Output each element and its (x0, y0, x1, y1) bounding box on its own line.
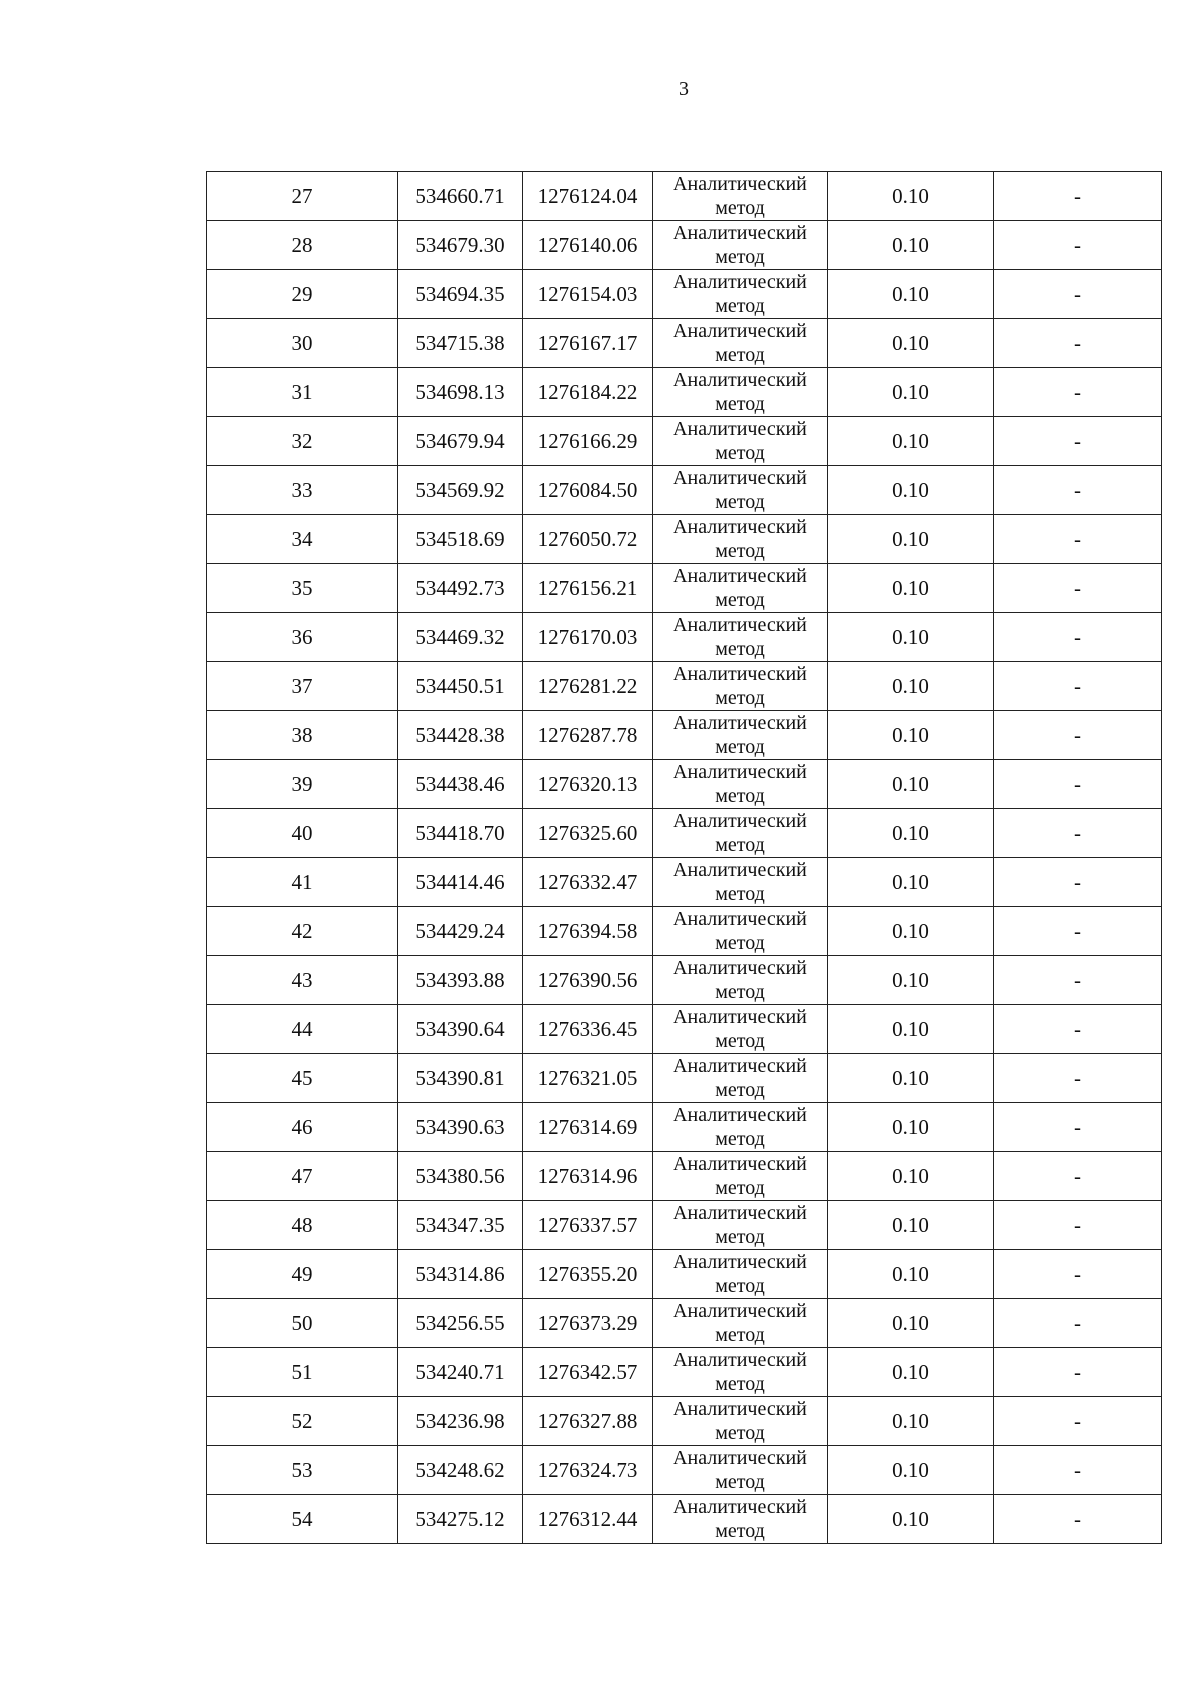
method-line-2: метод (715, 1177, 765, 1199)
note-cell: - (994, 1005, 1162, 1054)
method-line-1: Аналитический (673, 467, 807, 489)
accuracy-cell: 0.10 (828, 760, 994, 809)
y-coordinate-cell: 1276394.58 (523, 907, 653, 956)
method-line-1: Аналитический (673, 810, 807, 832)
method-line-1: Аналитический (673, 320, 807, 342)
note-cell: - (994, 319, 1162, 368)
accuracy-cell: 0.10 (828, 809, 994, 858)
method-line-2: метод (715, 834, 765, 856)
point-number-cell: 46 (207, 1103, 398, 1152)
x-coordinate-cell: 534679.94 (398, 417, 523, 466)
method-line-2: метод (715, 1373, 765, 1395)
accuracy-cell: 0.10 (828, 1152, 994, 1201)
point-number-cell: 38 (207, 711, 398, 760)
x-coordinate-cell: 534418.70 (398, 809, 523, 858)
method-line-1: Аналитический (673, 418, 807, 440)
method-cell (653, 956, 828, 1005)
coordinates-table-body (207, 172, 1162, 1544)
method-line-2: метод (715, 932, 765, 954)
method-cell (653, 417, 828, 466)
x-coordinate-cell: 534715.38 (398, 319, 523, 368)
y-coordinate-cell: 1276170.03 (523, 613, 653, 662)
y-coordinate-cell: 1276140.06 (523, 221, 653, 270)
note-cell: - (994, 417, 1162, 466)
accuracy-cell: 0.10 (828, 564, 994, 613)
x-coordinate-cell: 534390.63 (398, 1103, 523, 1152)
y-coordinate-cell: 1276342.57 (523, 1348, 653, 1397)
method-line-2: метод (715, 1422, 765, 1444)
x-coordinate-cell: 534492.73 (398, 564, 523, 613)
x-coordinate-cell: 534569.92 (398, 466, 523, 515)
y-coordinate-cell: 1276050.72 (523, 515, 653, 564)
note-cell: - (994, 1201, 1162, 1250)
table-row (207, 466, 1162, 515)
y-coordinate-cell: 1276327.88 (523, 1397, 653, 1446)
note-cell: - (994, 466, 1162, 515)
note-cell: - (994, 613, 1162, 662)
y-coordinate-cell: 1276184.22 (523, 368, 653, 417)
method-cell (653, 613, 828, 662)
x-coordinate-cell: 534390.81 (398, 1054, 523, 1103)
point-number-cell: 30 (207, 319, 398, 368)
method-line-1: Аналитический (673, 1202, 807, 1224)
accuracy-cell: 0.10 (828, 319, 994, 368)
method-line-2: метод (715, 1520, 765, 1542)
method-line-2: метод (715, 687, 765, 709)
table-row (207, 319, 1162, 368)
point-number-cell: 40 (207, 809, 398, 858)
y-coordinate-cell: 1276320.13 (523, 760, 653, 809)
method-line-2: метод (715, 491, 765, 513)
method-line-1: Аналитический (673, 1006, 807, 1028)
method-line-1: Аналитический (673, 271, 807, 293)
method-line-1: Аналитический (673, 1153, 807, 1175)
point-number-cell: 42 (207, 907, 398, 956)
point-number-cell: 28 (207, 221, 398, 270)
method-line-1: Аналитический (673, 565, 807, 587)
accuracy-cell: 0.10 (828, 662, 994, 711)
method-line-2: метод (715, 1471, 765, 1493)
method-line-2: метод (715, 197, 765, 219)
x-coordinate-cell: 534347.35 (398, 1201, 523, 1250)
method-line-2: метод (715, 393, 765, 415)
method-cell (653, 319, 828, 368)
point-number-cell: 32 (207, 417, 398, 466)
point-number-cell: 33 (207, 466, 398, 515)
method-line-1: Аналитический (673, 614, 807, 636)
y-coordinate-cell: 1276156.21 (523, 564, 653, 613)
note-cell: - (994, 515, 1162, 564)
y-coordinate-cell: 1276167.17 (523, 319, 653, 368)
y-coordinate-cell: 1276084.50 (523, 466, 653, 515)
accuracy-cell: 0.10 (828, 1348, 994, 1397)
point-number-cell: 49 (207, 1250, 398, 1299)
method-line-1: Аналитический (673, 663, 807, 685)
x-coordinate-cell: 534248.62 (398, 1446, 523, 1495)
method-line-2: метод (715, 1275, 765, 1297)
method-cell (653, 368, 828, 417)
y-coordinate-cell: 1276154.03 (523, 270, 653, 319)
y-coordinate-cell: 1276325.60 (523, 809, 653, 858)
table-row (207, 270, 1162, 319)
accuracy-cell: 0.10 (828, 1005, 994, 1054)
accuracy-cell: 0.10 (828, 1495, 994, 1544)
accuracy-cell: 0.10 (828, 711, 994, 760)
point-number-cell: 52 (207, 1397, 398, 1446)
point-number-cell: 53 (207, 1446, 398, 1495)
accuracy-cell: 0.10 (828, 1250, 994, 1299)
method-line-1: Аналитический (673, 1055, 807, 1077)
accuracy-cell: 0.10 (828, 417, 994, 466)
point-number-cell: 39 (207, 760, 398, 809)
method-line-2: метод (715, 442, 765, 464)
table-row (207, 564, 1162, 613)
note-cell: - (994, 564, 1162, 613)
method-line-1: Аналитический (673, 1398, 807, 1420)
table-row (207, 1495, 1162, 1544)
table-row (207, 172, 1162, 221)
note-cell: - (994, 1299, 1162, 1348)
note-cell: - (994, 711, 1162, 760)
x-coordinate-cell: 534240.71 (398, 1348, 523, 1397)
method-line-2: метод (715, 1079, 765, 1101)
method-line-1: Аналитический (673, 761, 807, 783)
y-coordinate-cell: 1276124.04 (523, 172, 653, 221)
y-coordinate-cell: 1276321.05 (523, 1054, 653, 1103)
table-row (207, 1054, 1162, 1103)
point-number-cell: 50 (207, 1299, 398, 1348)
method-line-1: Аналитический (673, 1251, 807, 1273)
table-row (207, 1152, 1162, 1201)
note-cell: - (994, 1348, 1162, 1397)
point-number-cell: 36 (207, 613, 398, 662)
note-cell: - (994, 1446, 1162, 1495)
y-coordinate-cell: 1276355.20 (523, 1250, 653, 1299)
method-line-1: Аналитический (673, 516, 807, 538)
method-cell (653, 711, 828, 760)
note-cell: - (994, 221, 1162, 270)
table-row (207, 809, 1162, 858)
table-row (207, 1250, 1162, 1299)
accuracy-cell: 0.10 (828, 1054, 994, 1103)
x-coordinate-cell: 534275.12 (398, 1495, 523, 1544)
method-cell (653, 564, 828, 613)
method-line-2: метод (715, 1128, 765, 1150)
note-cell: - (994, 1054, 1162, 1103)
method-line-1: Аналитический (673, 173, 807, 195)
method-line-2: метод (715, 295, 765, 317)
method-line-1: Аналитический (673, 1300, 807, 1322)
y-coordinate-cell: 1276332.47 (523, 858, 653, 907)
y-coordinate-cell: 1276373.29 (523, 1299, 653, 1348)
x-coordinate-cell: 534390.64 (398, 1005, 523, 1054)
method-line-2: метод (715, 589, 765, 611)
note-cell: - (994, 1495, 1162, 1544)
table-row (207, 858, 1162, 907)
accuracy-cell: 0.10 (828, 172, 994, 221)
x-coordinate-cell: 534414.46 (398, 858, 523, 907)
method-line-1: Аналитический (673, 1104, 807, 1126)
note-cell: - (994, 858, 1162, 907)
method-line-2: метод (715, 344, 765, 366)
note-cell: - (994, 1250, 1162, 1299)
y-coordinate-cell: 1276166.29 (523, 417, 653, 466)
point-number-cell: 29 (207, 270, 398, 319)
point-number-cell: 37 (207, 662, 398, 711)
accuracy-cell: 0.10 (828, 907, 994, 956)
method-cell (653, 1348, 828, 1397)
x-coordinate-cell: 534694.35 (398, 270, 523, 319)
accuracy-cell: 0.10 (828, 221, 994, 270)
table-row (207, 760, 1162, 809)
note-cell: - (994, 1152, 1162, 1201)
method-cell (653, 1299, 828, 1348)
table-row (207, 221, 1162, 270)
table-row (207, 956, 1162, 1005)
x-coordinate-cell: 534438.46 (398, 760, 523, 809)
x-coordinate-cell: 534518.69 (398, 515, 523, 564)
accuracy-cell: 0.10 (828, 1299, 994, 1348)
method-cell (653, 1005, 828, 1054)
method-line-1: Аналитический (673, 908, 807, 930)
accuracy-cell: 0.10 (828, 515, 994, 564)
accuracy-cell: 0.10 (828, 1397, 994, 1446)
method-cell (653, 1201, 828, 1250)
table-row (207, 417, 1162, 466)
method-line-2: метод (715, 638, 765, 660)
table-row (207, 1201, 1162, 1250)
table-row (207, 1005, 1162, 1054)
method-line-1: Аналитический (673, 222, 807, 244)
point-number-cell: 31 (207, 368, 398, 417)
point-number-cell: 44 (207, 1005, 398, 1054)
point-number-cell: 27 (207, 172, 398, 221)
x-coordinate-cell: 534469.32 (398, 613, 523, 662)
method-cell (653, 907, 828, 956)
table-row (207, 368, 1162, 417)
accuracy-cell: 0.10 (828, 368, 994, 417)
method-line-1: Аналитический (673, 369, 807, 391)
table-row (207, 1348, 1162, 1397)
accuracy-cell: 0.10 (828, 956, 994, 1005)
accuracy-cell: 0.10 (828, 613, 994, 662)
x-coordinate-cell: 534393.88 (398, 956, 523, 1005)
x-coordinate-cell: 534256.55 (398, 1299, 523, 1348)
table-row (207, 1103, 1162, 1152)
point-number-cell: 34 (207, 515, 398, 564)
method-line-2: метод (715, 883, 765, 905)
method-cell (653, 1495, 828, 1544)
method-cell (653, 221, 828, 270)
note-cell: - (994, 662, 1162, 711)
x-coordinate-cell: 534660.71 (398, 172, 523, 221)
table-row (207, 1446, 1162, 1495)
y-coordinate-cell: 1276314.96 (523, 1152, 653, 1201)
point-number-cell: 43 (207, 956, 398, 1005)
note-cell: - (994, 1103, 1162, 1152)
method-cell (653, 1103, 828, 1152)
accuracy-cell: 0.10 (828, 1446, 994, 1495)
page-number: 3 (679, 78, 689, 100)
method-cell (653, 662, 828, 711)
x-coordinate-cell: 534698.13 (398, 368, 523, 417)
method-line-1: Аналитический (673, 1496, 807, 1518)
table-row (207, 711, 1162, 760)
note-cell: - (994, 760, 1162, 809)
table-row (207, 613, 1162, 662)
method-line-2: метод (715, 1226, 765, 1248)
method-line-2: метод (715, 981, 765, 1003)
y-coordinate-cell: 1276390.56 (523, 956, 653, 1005)
method-cell (653, 1054, 828, 1103)
method-cell (653, 1397, 828, 1446)
note-cell: - (994, 809, 1162, 858)
method-line-2: метод (715, 1324, 765, 1346)
point-number-cell: 51 (207, 1348, 398, 1397)
y-coordinate-cell: 1276314.69 (523, 1103, 653, 1152)
x-coordinate-cell: 534450.51 (398, 662, 523, 711)
table-row (207, 515, 1162, 564)
point-number-cell: 35 (207, 564, 398, 613)
note-cell: - (994, 907, 1162, 956)
method-line-1: Аналитический (673, 1349, 807, 1371)
method-line-1: Аналитический (673, 859, 807, 881)
point-number-cell: 54 (207, 1495, 398, 1544)
point-number-cell: 45 (207, 1054, 398, 1103)
accuracy-cell: 0.10 (828, 1201, 994, 1250)
x-coordinate-cell: 534428.38 (398, 711, 523, 760)
method-cell (653, 1152, 828, 1201)
coordinates-table (206, 171, 1162, 1544)
y-coordinate-cell: 1276324.73 (523, 1446, 653, 1495)
note-cell: - (994, 270, 1162, 319)
method-cell (653, 809, 828, 858)
method-cell (653, 270, 828, 319)
method-cell (653, 466, 828, 515)
point-number-cell: 48 (207, 1201, 398, 1250)
method-line-1: Аналитический (673, 712, 807, 734)
x-coordinate-cell: 534679.30 (398, 221, 523, 270)
method-line-1: Аналитический (673, 1447, 807, 1469)
table-row (207, 1299, 1162, 1348)
method-cell (653, 760, 828, 809)
note-cell: - (994, 368, 1162, 417)
method-line-2: метод (715, 1030, 765, 1052)
y-coordinate-cell: 1276312.44 (523, 1495, 653, 1544)
method-line-2: метод (715, 736, 765, 758)
y-coordinate-cell: 1276287.78 (523, 711, 653, 760)
method-cell (653, 1250, 828, 1299)
method-cell (653, 172, 828, 221)
x-coordinate-cell: 534380.56 (398, 1152, 523, 1201)
method-cell (653, 858, 828, 907)
note-cell: - (994, 956, 1162, 1005)
x-coordinate-cell: 534236.98 (398, 1397, 523, 1446)
table-row (207, 907, 1162, 956)
x-coordinate-cell: 534314.86 (398, 1250, 523, 1299)
y-coordinate-cell: 1276336.45 (523, 1005, 653, 1054)
accuracy-cell: 0.10 (828, 1103, 994, 1152)
y-coordinate-cell: 1276281.22 (523, 662, 653, 711)
accuracy-cell: 0.10 (828, 858, 994, 907)
method-line-2: метод (715, 246, 765, 268)
method-line-2: метод (715, 540, 765, 562)
point-number-cell: 41 (207, 858, 398, 907)
point-number-cell: 47 (207, 1152, 398, 1201)
accuracy-cell: 0.10 (828, 466, 994, 515)
note-cell: - (994, 172, 1162, 221)
note-cell: - (994, 1397, 1162, 1446)
method-cell (653, 1446, 828, 1495)
accuracy-cell: 0.10 (828, 270, 994, 319)
y-coordinate-cell: 1276337.57 (523, 1201, 653, 1250)
table-row (207, 1397, 1162, 1446)
method-line-1: Аналитический (673, 957, 807, 979)
x-coordinate-cell: 534429.24 (398, 907, 523, 956)
method-cell (653, 515, 828, 564)
table-row (207, 662, 1162, 711)
method-line-2: метод (715, 785, 765, 807)
